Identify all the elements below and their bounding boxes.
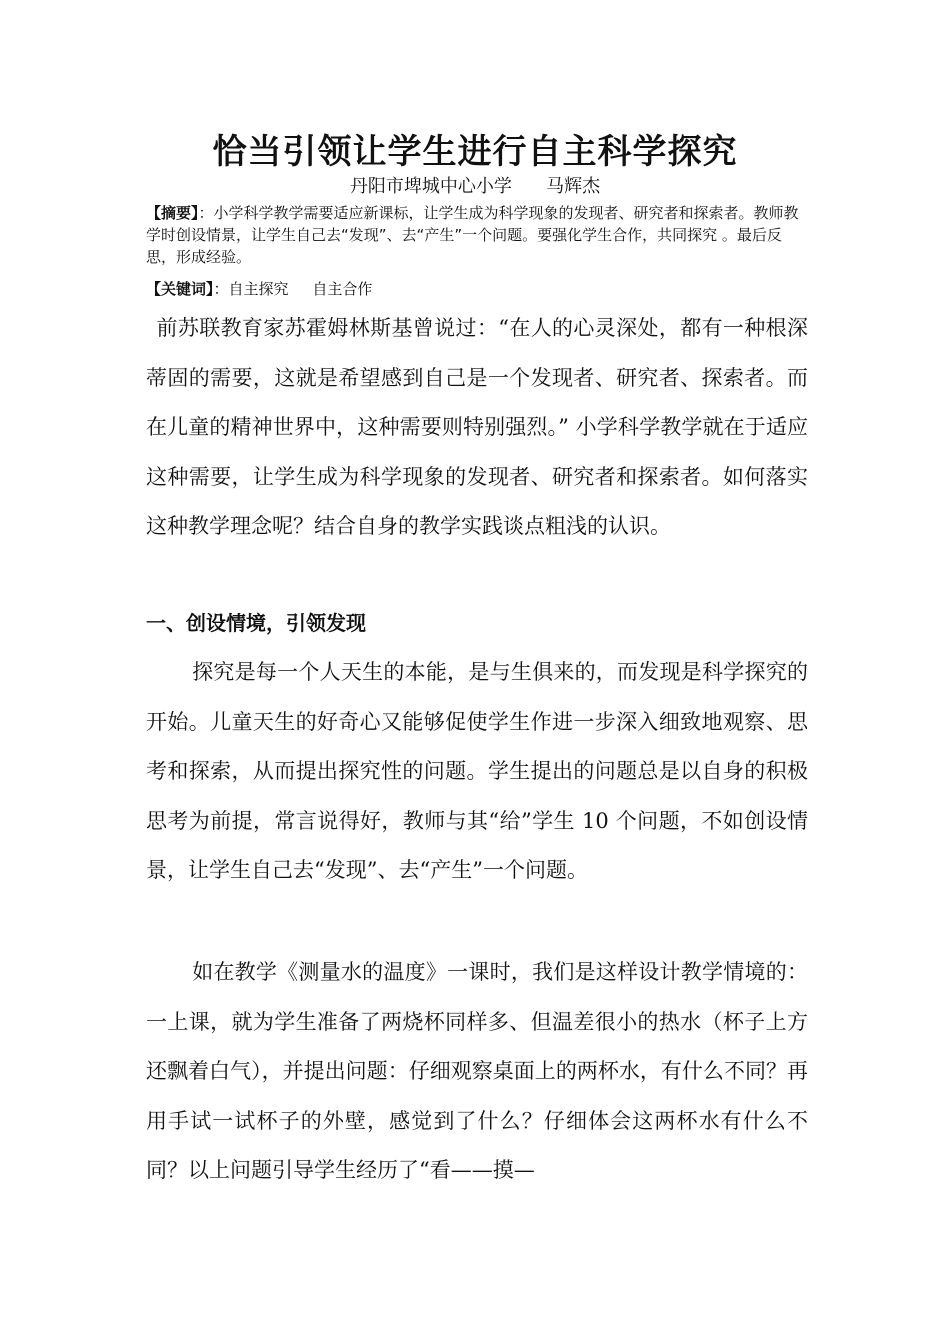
section-heading: 一、创设情境，引领发现 xyxy=(146,611,366,635)
author-line: 丹阳市埤城中心小学 马辉杰 xyxy=(349,176,601,197)
section1-paragraph-block xyxy=(146,648,808,896)
body-paragraph: 如在教学《测量水的温度》一课时，我们是这样设计教学情境的：一上课，就为学生准备了两烧杯同样多、但温差很小的热水（杯子上方还飘着白气），并提出问题：仔细观察桌面上的两杯水，有什么不同？再用手试一试杯子的外壁，感觉到了什么？仔细体会这两杯水有什么不同？以上问题引导学生经历了“看——摸— xyxy=(146,960,808,1182)
abstract-label: 【摘要】 xyxy=(146,204,199,222)
intro-paragraph: 前苏联教育家苏霍姆林斯基曾说过：“在人的心灵深处，都有一种根深蒂固的需要，这就是希望感到自己是一个发现者、研究者、探索者。而在儿童的精神世界中，这种需要则特别强烈。” 小学科学教学就在于适应这种需要，让学生成为科学现象的发现者、研究者和探索者。如何落实这种教学理念呢？结合自身的教学实践谈点粗浅的认识。 xyxy=(146,316,808,538)
intro-paragraph-block xyxy=(146,304,808,552)
keywords-text: ：自主探究 自主合作 xyxy=(213,280,373,298)
body-paragraph: 探究是每一个人天生的本能，是与生俱来的，而发现是科学探究的开始。儿童天生的好奇心又能够促使学生作进一步深入细致地观察、思考和探索，从而提出探究性的问题。学生提出的问题总是以自身的积极思考为前提，常言说得好，教师与其“给”学生 10 个问题，不如创设情景，让学生自己去“发现”、去“产生”一个问题。 xyxy=(146,660,808,882)
abstract-text: ：小学科学教学需要适应新课标，让学生成为科学现象的发现者、研究者和探索者。教师教学时创设情景，让学生自己去“发现”、去“产生”一个问题。要强化学生合作，共同探究 。最后反思，形成经验。 xyxy=(146,204,799,266)
document-title: 恰当引领让学生进行自主科学探究 xyxy=(212,132,738,172)
section1-paragraph-block-2 xyxy=(146,948,808,1196)
keywords-label: 【关键词】 xyxy=(146,280,214,298)
abstract xyxy=(146,202,806,268)
keywords xyxy=(146,278,806,300)
